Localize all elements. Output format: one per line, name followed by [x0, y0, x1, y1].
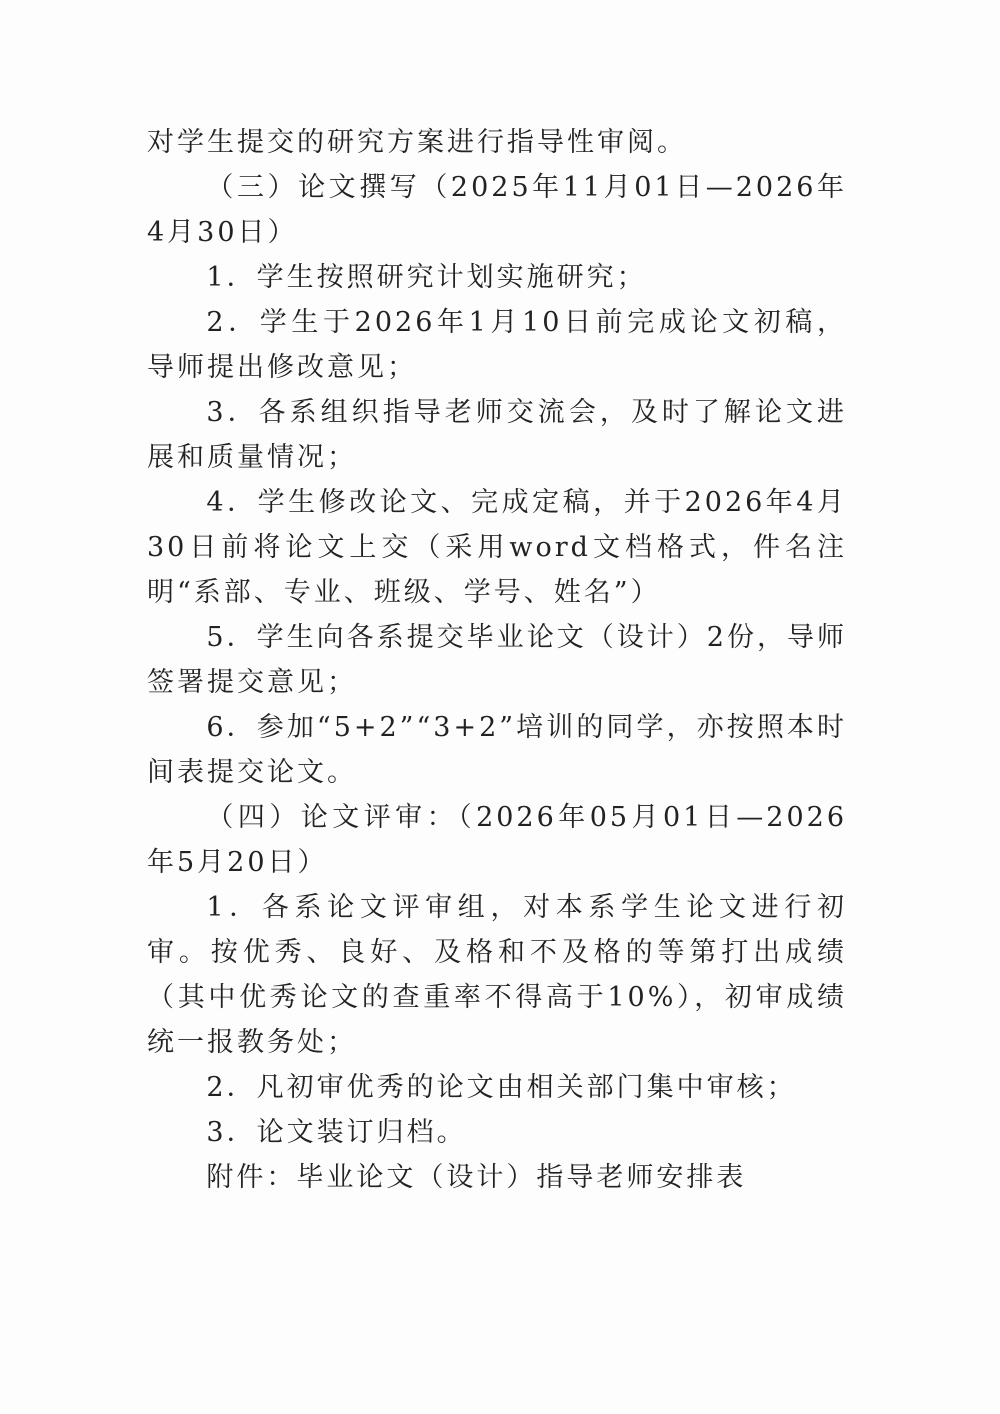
list-item: 2．学生于2026年1月10日前完成论文初稿，导师提出修改意见； [147, 307, 847, 383]
list-item: 6．参加“5+2”“3+2”培训的同学，亦按照本时间表提交论文。 [147, 712, 847, 788]
attachment-note: 附件：毕业论文（设计）指导老师安排表 [206, 1162, 747, 1193]
list-item: 3．论文装订归档。 [206, 1117, 467, 1148]
document-body [147, 120, 847, 1200]
list-item: 2．凡初审优秀的论文由相关部门集中审核； [206, 1072, 797, 1103]
list-item: 1．各系论文评审组，对本系学生论文进行初审。按优秀、良好、及格和不及格的等第打出成绩（其中优秀论文的查重率不得高于10%），初审成绩统一报教务处； [147, 892, 847, 1058]
list-item: 5．学生向各系提交毕业论文（设计）2份，导师签署提交意见； [147, 622, 847, 698]
paragraph-continuation: 对学生提交的研究方案进行指导性审阅。 [147, 127, 687, 158]
section-heading-four: （四）论文评审：（2026年05月01日—2026年5月20日） [147, 802, 847, 878]
list-item: 3．各系组织指导老师交流会，及时了解论文进展和质量情况； [147, 397, 847, 473]
section-heading-three: （三）论文撰写（2025年11月01日—2026年4月30日） [147, 172, 847, 248]
list-item: 4．学生修改论文、完成定稿，并于2026年4月30日前将论文上交（采用word文档格式，件名注明“系部、专业、班级、学号、姓名”） [147, 487, 847, 608]
list-item: 1．学生按照研究计划实施研究； [206, 262, 647, 293]
